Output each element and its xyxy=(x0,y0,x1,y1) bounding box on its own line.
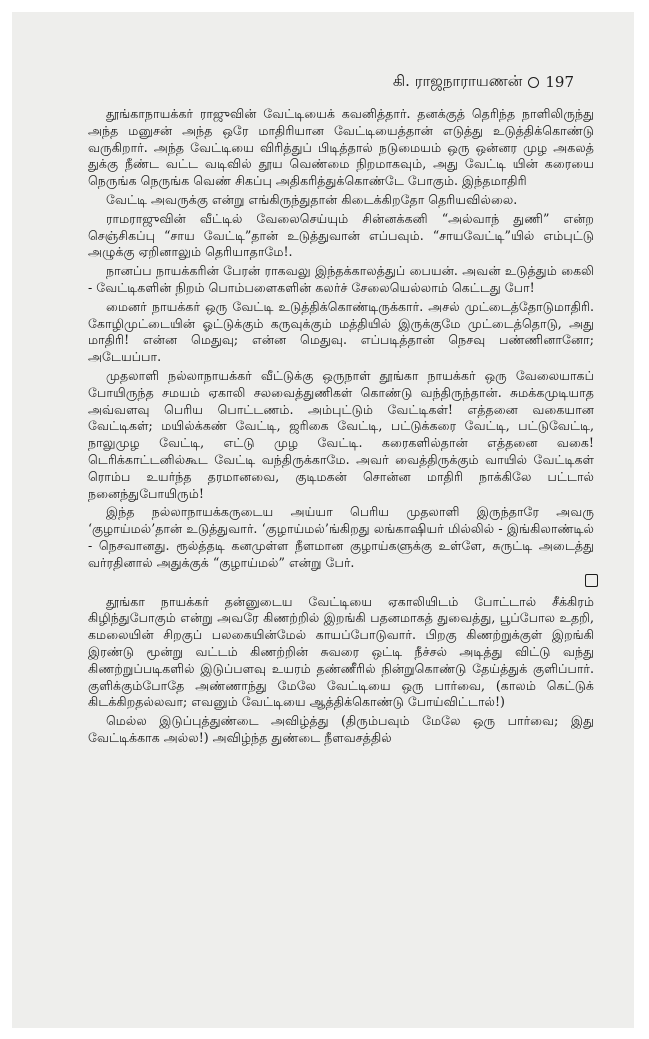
paragraph: மைனர் நாயக்கர் ஒரு வேட்டி உடுத்திக்கொண்டிருக்கார். அசல் முட்டைத்தோடுமாதிரி. கோழிமுட்டையின் ஓட்டுக்கும் கருவுக்கும் மத்தியில் இருக்குமே முட்டைத்தொடு, அது மாதிரி! என்ன மெதுவு; என்ன மெதுவு. எப்படித்தான் நெசவு பண்ணினானோ; அடேயப்பா. xyxy=(88,298,594,365)
paragraph: மெல்ல இடுப்புத்துண்டை அவிழ்த்து (திரும்பவும் மேலே ஒரு பார்வை; இது வேட்டிக்காக அல்ல!) அவிழ்ந்த துண்டை நீளவசத்தில் xyxy=(88,713,594,745)
circle-ornament-icon xyxy=(528,77,539,88)
paragraph: தூங்கா நாயக்கர் தன்னுடைய வேட்டியை ஏகாலியிடம் போட்டால் சீக்கிரம் கிழிந்துபோகும் என்று அவரே கிணற்றில் இறங்கி பதனமாகத் துவைத்து, பூப்போல உதறி, கமலையின் சிறகுப் பலகையின்மேல் காயப்போடுவார். பிறகு கிணற்றுக்குள் இறங்கி இரண்டு மூன்று வட்டம் கிணற்றின் சுவரை ஒட்டி நீச்சல் அடித்து விட்டு வந்து கிணற்றுப்படிகளில் இடுப்பளவு உயரம் தண்ணீரில் நின்றுகொண்டு தேய்த்துக் குளிப்பார். குளிக்கும்போதே அண்ணாந்து மேலே வேட்டியை ஒரு பார்வை, (காலம் கெட்டுக் கிடக்கிறதல்லவா; எவனும் வேட்டியை ஆத்திக்கொண்டு போய்விட்டால்!) xyxy=(88,593,594,710)
paragraph: வேட்டி அவருக்கு என்று எங்கிருந்துதான் கிடைக்கிறதோ தெரியவில்லை. xyxy=(106,191,518,207)
running-header xyxy=(393,72,574,92)
book-page xyxy=(12,12,634,1028)
paragraph: முதலாளி நல்லாநாயக்கர் வீட்டுக்கு ஒருநாள் தூங்கா நாயக்கர் ஒரு வேலையாகப் போயிருந்த சமயம் ஏகாலி சலவைத்துணிகள் கொண்டு வந்திருந்தான். சுமக்கமுடியாத அவ்வளவு பெரிய பொட்டணம். அம்புட்டும் வேட்டிகள்! எத்தனை வகையான வேட்டிகள்; மயில்க்கண் வேட்டி, ஜரிகை வேட்டி, பட்டுக்கரை வேட்டி, பட்டுவேட்டி, நாலுமுழ வேட்டி, எட்டு முழ வேட்டி. கரைகளில்தான் எத்தனை வகை! டெரிக்காட்டனில்கூட வேட்டி வந்திருக்காமே. அவர் வைத்திருக்கும் வாயில் வேட்டிகள் ரொம்ப உயர்ந்த தரமானவை, குடிமகன் சொன்ன மாதிரி நாக்கிலே பட்டால் நனைந்துபோயிரும்! xyxy=(88,367,594,501)
page-number: 197 xyxy=(545,73,574,91)
page-body xyxy=(88,106,594,749)
author-name: கி. ராஜநாராயணன் xyxy=(392,72,523,90)
section-end-square-icon xyxy=(585,574,598,587)
paragraph: தூங்காநாயக்கர் ராஜுவின் வேட்டியைக் கவனித்தார். தனக்குத் தெரிந்த நாளிலிருந்து அந்த மனுசன் அந்த ஒரே மாதிரியான வேட்டியைத்தான் எடுத்து உடுத்திக்கொண்டு வருகிறார். அந்த வேட்டியை விரித்துப் பிடித்தால் நடுமையம் ஒரு ஒன்னர முழ அகலத் துக்கு நீண்ட வட்ட வடிவில் தூய வெண்மை நிறமாகவும், அது வேட்டி யின் கரையை நெருங்க நெருங்க வெண் சிகப்பு அதிகரித்துக்கொண்டே போகும். இந்தமாதிரி xyxy=(88,106,594,189)
paragraph: நானப்ப நாயக்கரின் பேரன் ராகவலு இந்தக்காலத்துப் பையன். அவன் உடுத்தும் கைலி - வேட்டிகளின் நிறம் பொம்பளைகளின் கலர்ச் சேலையெல்லாம் கெட்டது போ! xyxy=(88,263,594,295)
paragraph: ராமராஜுவின் வீட்டில் வேலைசெய்யும் சின்னக்கனி “அல்வாந் துணி” என்ற செஞ்சிகப்பு “சாய வேட்டி”தான் உடுத்துவான் எப்பவும். “சாயவேட்டி”யில் எம்புட்டு அழுக்கு ஏறினாலும் தெரியாதாமே!. xyxy=(88,210,594,260)
paragraph: இந்த நல்லாநாயக்கருடைய அய்யா பெரிய முதலாளி இருந்தாரே அவரு ‘குழாய்மல்’தான் உடுத்துவார். ‘குழாய்மல்’ங்கிறது லங்காஷியர் மில்லில் - இங்கிலாண்டில் - நெசவானது. ரூல்த்தடி கனமுள்ள நீளமான குழாய்களுக்கு உள்ளே, சுருட்டி அடைத்து வர்ரதினால் அதுக்குக் “குழாய்மல்” என்று பேர். xyxy=(88,504,594,570)
